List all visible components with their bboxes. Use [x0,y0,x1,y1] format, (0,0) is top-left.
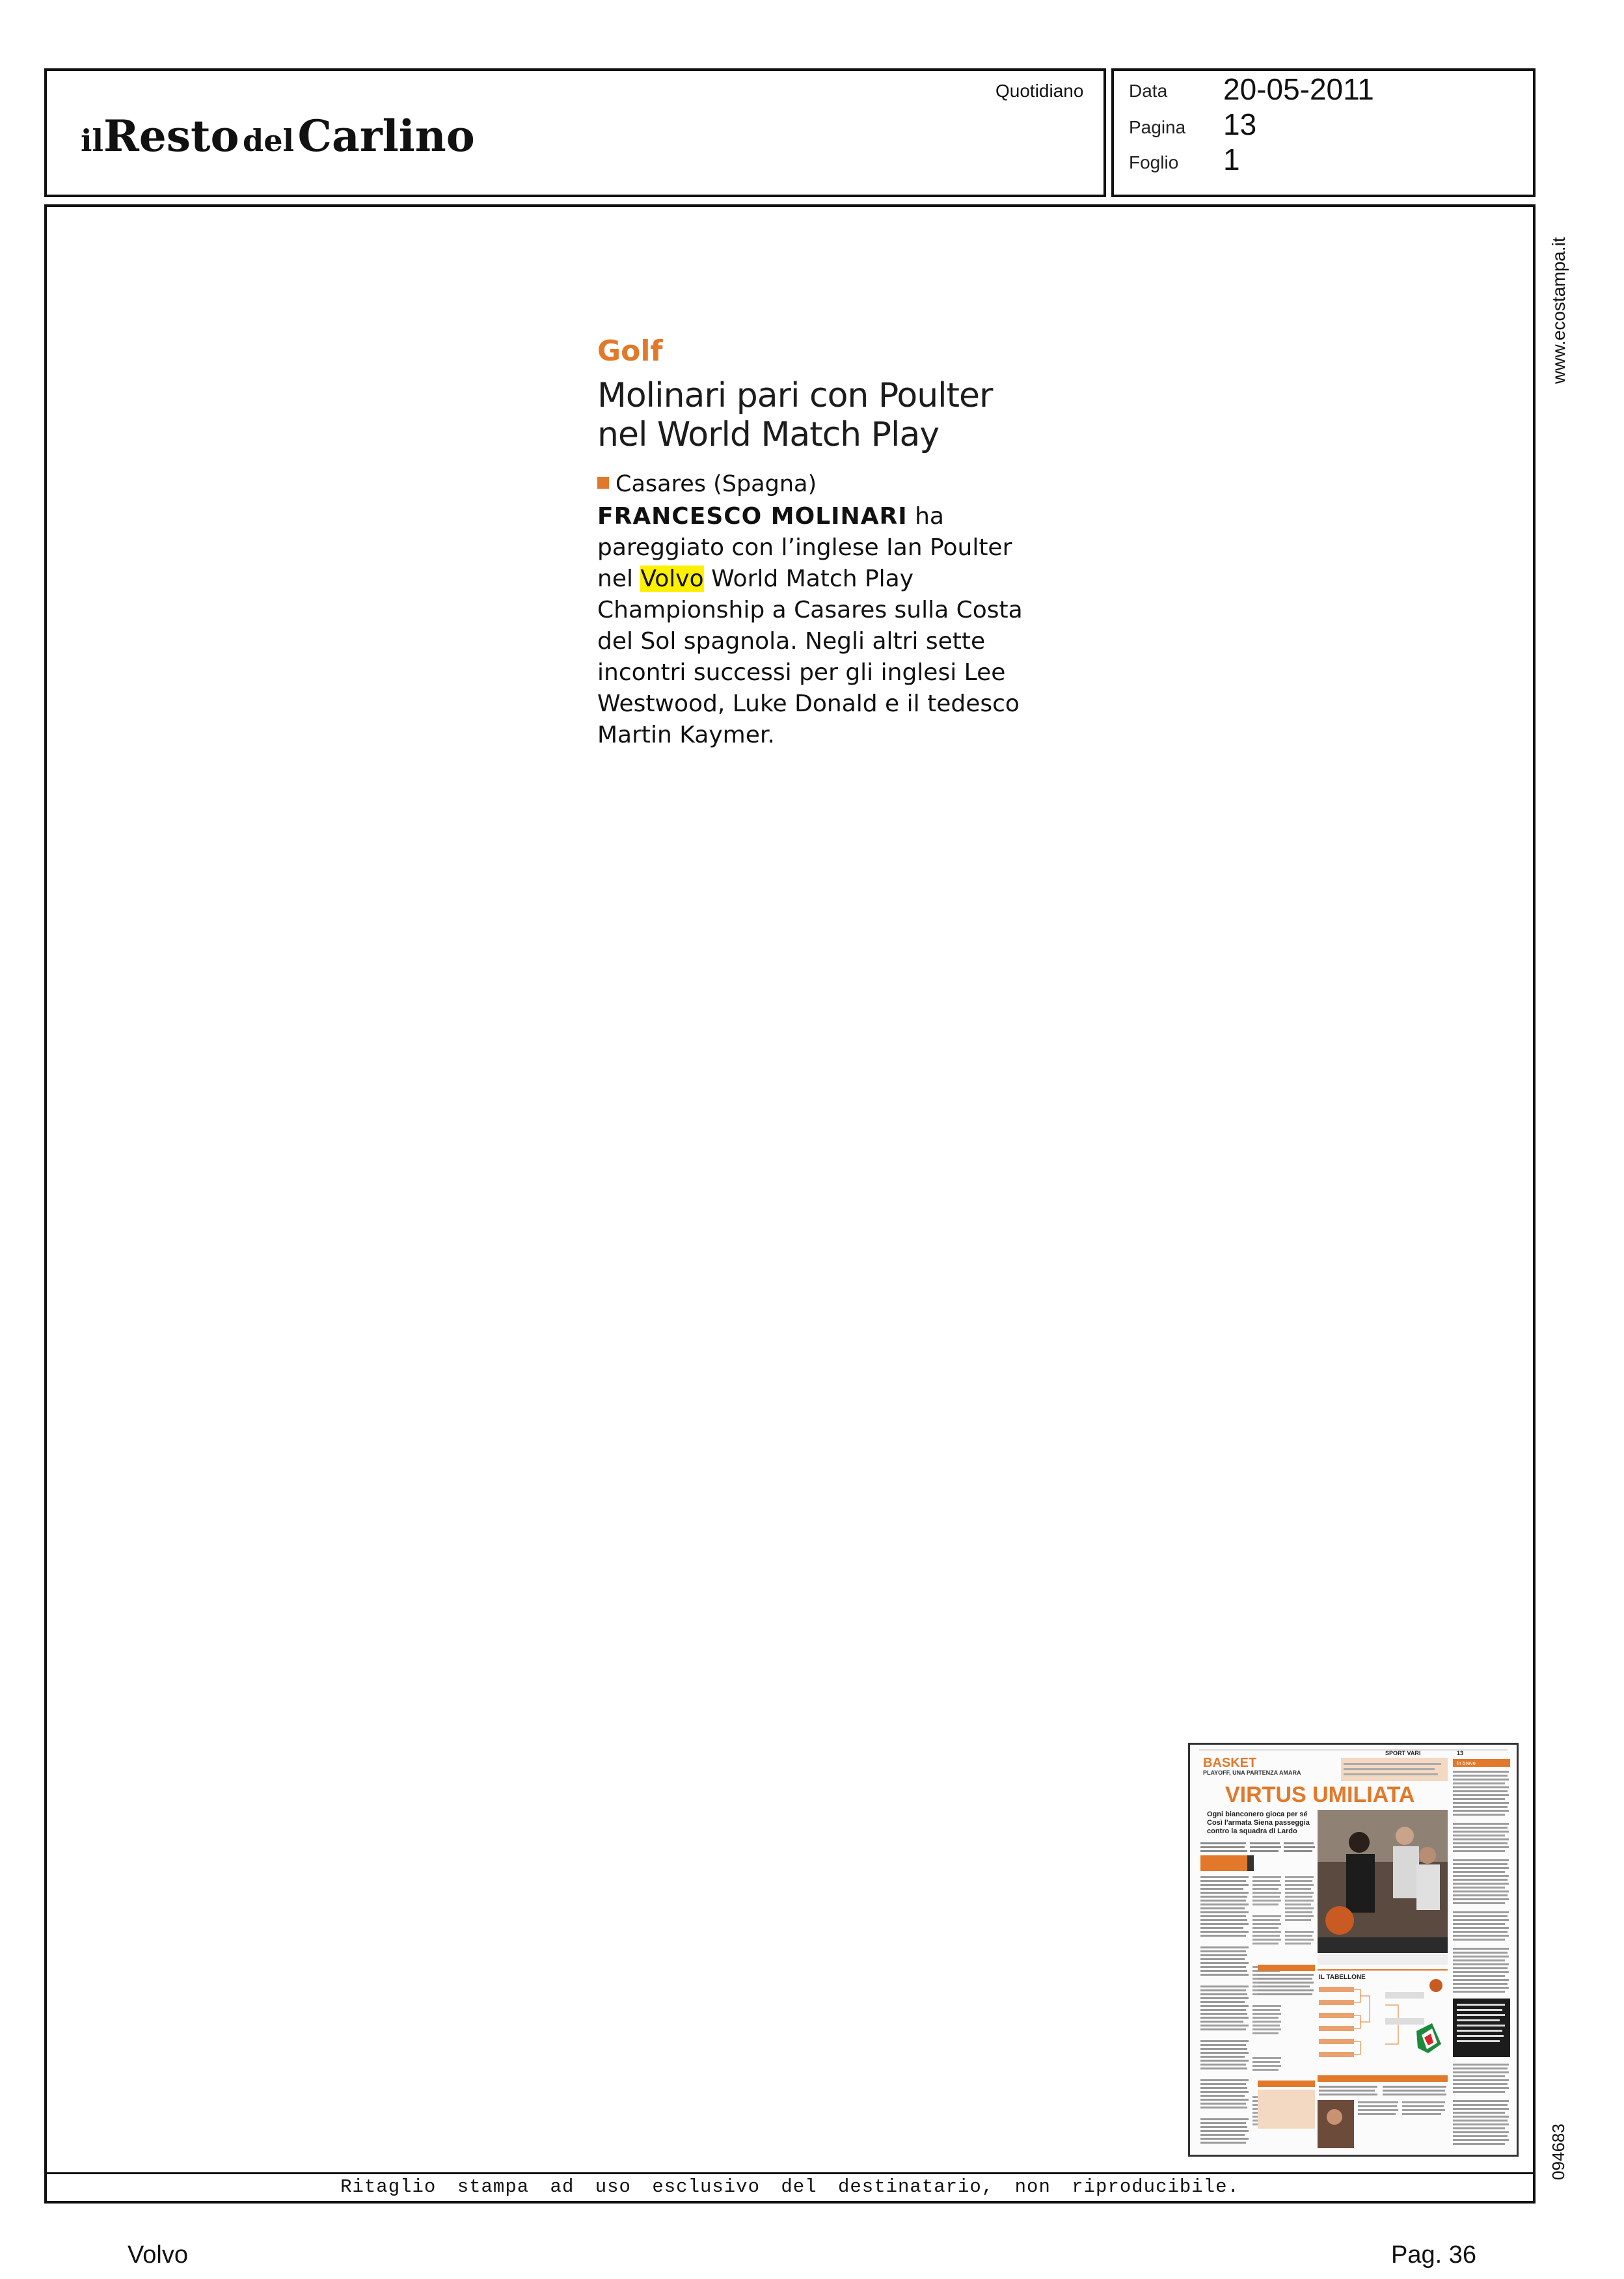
square-bullet-icon [597,477,609,489]
article-text-2: World Match Play Championship a Casares sulla Costa del Sol spagnola. Negli altri sette incontri successi per gli inglesi Lee Westwood, Luke Donald e il tedesco Martin Kaymer. [597,566,1023,748]
clipping-code: 094683 [1549,2123,1568,2180]
publication-type: Quotidiano [995,81,1084,101]
reproduction-notice: Ritaglio stampa ad uso esclusivo del destinatario, non riproducibile. [340,2176,1239,2198]
article-body [597,501,1053,751]
footer-rule [44,2172,1536,2174]
keyword-footer: Volvo [128,2241,188,2269]
article-dateline [597,469,1053,500]
thumb-kicker: BASKET [1203,1756,1257,1770]
page-thumbnail [1188,1743,1519,2157]
dateline-text: Casares (Spagna) [616,471,817,497]
article [597,333,1053,751]
clipping-code-vertical [1543,2108,1569,2180]
headline-line-1: Molinari pari con Poulter [597,376,993,415]
meta-value-foglio: 1 [1223,143,1240,176]
headline-line-2: nel World Match Play [597,415,940,454]
thumb-box-title: IL TABELLONE [1319,1974,1366,1981]
logo-word-del: del [243,123,294,158]
thumb-headline: VIRTUS UMILIATA [1225,1782,1415,1807]
thumb-right-header: In breve [1457,1760,1476,1766]
article-text-1: ha pareggiato con l’inglese Ian Poulter nel [597,503,1012,592]
meta-value-pagina: 13 [1223,107,1257,141]
page-thumbnail-art [1190,1745,1517,2155]
page-number-footer: Pag. 36 [1391,2241,1476,2269]
meta-label-data: Data [1129,81,1168,101]
thumb-page: 13 [1457,1750,1464,1756]
thumb-deck: Ogni bianconero gioca per sé Così l'armata Siena passeggia contro la squadra di Lardo [1207,1810,1310,1835]
logo-word-carlino: Carlino [297,111,475,161]
meta-label-foglio: Foglio [1129,152,1179,172]
meta-value-data: 20-05-2011 [1223,72,1374,106]
highlighted-keyword: Volvo [640,566,704,592]
thumb-section: SPORT VARI [1385,1750,1421,1756]
article-headline [597,376,1053,454]
article-lead: FRANCESCO MOLINARI [597,503,908,530]
logo-prefix: il [81,123,103,158]
meta-label-pagina: Pagina [1129,117,1186,137]
newspaper-logo [81,111,475,161]
ecostampa-watermark [1543,215,1569,384]
ecostampa-url: www.ecostampa.it [1549,237,1569,384]
logo-word-resto: Resto [103,111,239,161]
article-kicker: Golf [597,334,663,368]
thumb-subkicker: PLAYOFF, UNA PARTENZA AMARA [1203,1769,1301,1776]
